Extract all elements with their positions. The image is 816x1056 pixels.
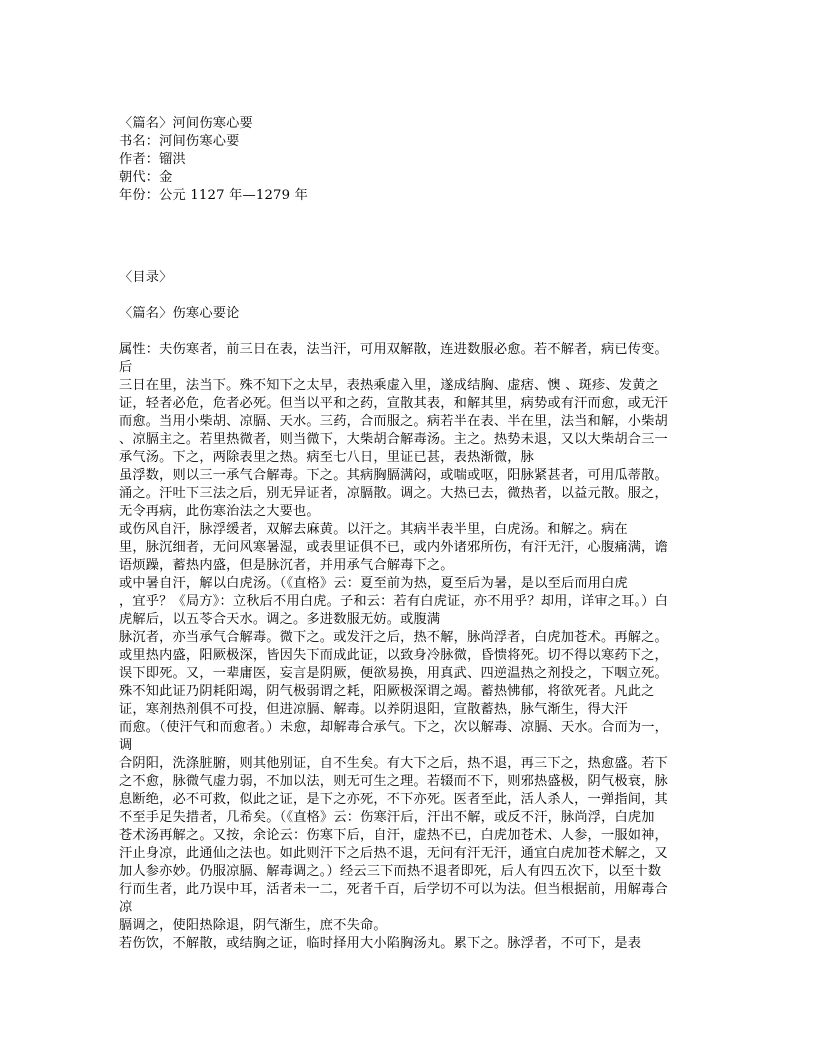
- text-line: 合阴阳，洗涤脏腑，则其他别证，自不生矣。有大下之后，热不退，再三下之，热愈盛。若下: [119, 756, 668, 771]
- text-line: 若伤饮，不解散，或结胸之证，临时择用大小陷胸汤丸。累下之。脉浮者，不可下，是表: [119, 936, 642, 951]
- text-line: 虽浮数，则以三一承气合解毒。下之。其病胸膈满闷，或喘或呕，阳脉紧甚者，可用瓜蒂散。: [119, 468, 668, 483]
- book-metadata: [119, 115, 699, 205]
- text-line: 行而生者，此乃误中耳，活者未一二，死者千百，后学切不可以为法。但当根据前，用解毒合: [119, 882, 668, 897]
- text-line: 脉沉者，亦当承气合解毒。微下之。或发汗之后，热不解，脉尚浮者，白虎加苍术。再解之。: [119, 630, 668, 645]
- text-line: 后: [119, 360, 133, 375]
- text-line: 涌之。汗吐下三法之后，别无异证者，凉膈散。调之。大热已去，微热者，以益元散。服之，: [119, 486, 668, 501]
- text-line: 语烦躁，蓄热内盛，但是脉沉者，并用承气合解毒下之。: [119, 558, 454, 573]
- text-line: 汗止身凉，此通仙之法也。如此则汗下之后热不退，无问有汗无汗，通宜白虎加苍术解之，又: [119, 846, 668, 861]
- text-line: 而愈。（使汗气和而愈者。）未愈，却解毒合承气。下之，次以解毒、凉膈、天水。合而为一，: [119, 720, 669, 735]
- text-line: ，宜乎？《局方》：立秋后不用白虎。子和云：若有白虎证，亦不用乎？却用，详审之耳。）白: [119, 594, 669, 609]
- document-page: [119, 115, 699, 971]
- text-line: 息断绝，必不可救，似此之证，是下之亦死，不下亦死。医者至此，活人杀人，一弹指间，其: [119, 792, 668, 807]
- text-line: 加人参亦妙。仍服凉膈、解毒调之。）经云三下而热不退者即死，后人有四五次下，以至十数: [119, 864, 662, 879]
- author: 作者：镏洪: [119, 152, 186, 167]
- chapter-title: 〈篇名〉伤寒心要论: [119, 306, 240, 321]
- spacer: [119, 205, 699, 269]
- toc-label: 〈目录〉: [119, 270, 173, 285]
- text-line: 三日在里，法当下。殊不知下之太早，表热乘虚入里，遂成结胸、虚痞、懊 、斑疹、发黄之: [119, 378, 659, 393]
- text-line: 苍术汤再解之。又按，余论云：伤寒下后，自汗，虚热不已，白虎加苍术、人参，一服如神，: [119, 828, 668, 843]
- text-line: 承气汤。下之，两除表里之热。病至七八日，里证已甚，表热渐微，脉: [119, 450, 535, 465]
- text-line: 或伤风自汗，脉浮缓者，双解去麻黄。以汗之。其病半表半里，白虎汤。和解之。病在: [119, 522, 628, 537]
- text-line: 殊不知此证乃阴耗阳竭，阴气极弱谓之耗，阳厥极深谓之竭。蓄热怫郁，将欲死者。凡此之: [119, 684, 655, 699]
- text-line: 属性：夫伤寒者，前三日在表，法当汗，可用双解散，连进数服必愈。若不解者，病已传变。: [119, 342, 668, 357]
- years: 年份：公元 1127 年—1279 年: [119, 188, 308, 203]
- text-line: 凉: [119, 900, 133, 915]
- dynasty: 朝代：金: [119, 170, 173, 185]
- text-line: 之不愈，脉微气虚力弱，不加以法，则无可生之理。若辍而不下，则邪热盛极，阴气极衰，脉: [119, 774, 668, 789]
- text-line: 不至手足失措者，几希矣。（《直格》云：伤寒汗后，汗出不解，或反不汗，脉尚浮，白虎加: [119, 810, 655, 825]
- book-name: 书名：河间伤寒心要: [119, 134, 240, 149]
- text-line: 膈调之，使阳热除退，阴气渐生，庶不失命。: [119, 918, 387, 933]
- text-line: 、凉膈主之。若里热微者，则当微下，大柴胡合解毒汤。主之。热势未退，又以大柴胡合三一: [119, 432, 668, 447]
- spacer: [119, 287, 699, 305]
- text-line: 证，轻者必危，危者必死。但当以平和之药，宣散其表，和解其里，病势或有汗而愈，或无汗: [119, 396, 668, 411]
- text-line: 而愈。当用小柴胡、凉膈、天水。三药，合而服之。病若半在表、半在里，法当和解，小柴胡: [119, 414, 668, 429]
- body-text: [119, 341, 699, 971]
- text-line: 或中暑自汗，解以白虎汤。（《直格》云：夏至前为热，夏至后为暑，是以至后而用白虎: [119, 576, 628, 591]
- text-line: 调: [119, 738, 133, 753]
- section-title: 〈篇名〉河间伤寒心要: [119, 116, 253, 131]
- spacer: [119, 323, 699, 341]
- text-line: 证，寒剂热剂俱不可投，但进凉膈、解毒。以养阴退阳，宣散蓄热，脉气渐生，得大汗: [119, 702, 628, 717]
- text-line: 里，脉沉细者，无问风寒暑湿，或表里证俱不已，或内外诸邪所伤，有汗无汗，心腹痛满，谵: [119, 540, 668, 555]
- text-line: 误下即死。又，一辈庸医，妄言是阴厥，便欲易换，用真武、四逆温热之剂投之，下咽立死。: [119, 666, 668, 681]
- text-line: 虎解后，以五苓合天水。调之。多进数服无妨。或腹满: [119, 612, 441, 627]
- text-line: [119, 953, 699, 971]
- text-line: 或里热内盛，阳厥极深，皆因失下而成此证，以致身冷脉微，昏愦将死。切不得以寒药下之，: [119, 648, 668, 663]
- text-line: 无令再病，此伤寒治法之大要也。: [119, 504, 320, 519]
